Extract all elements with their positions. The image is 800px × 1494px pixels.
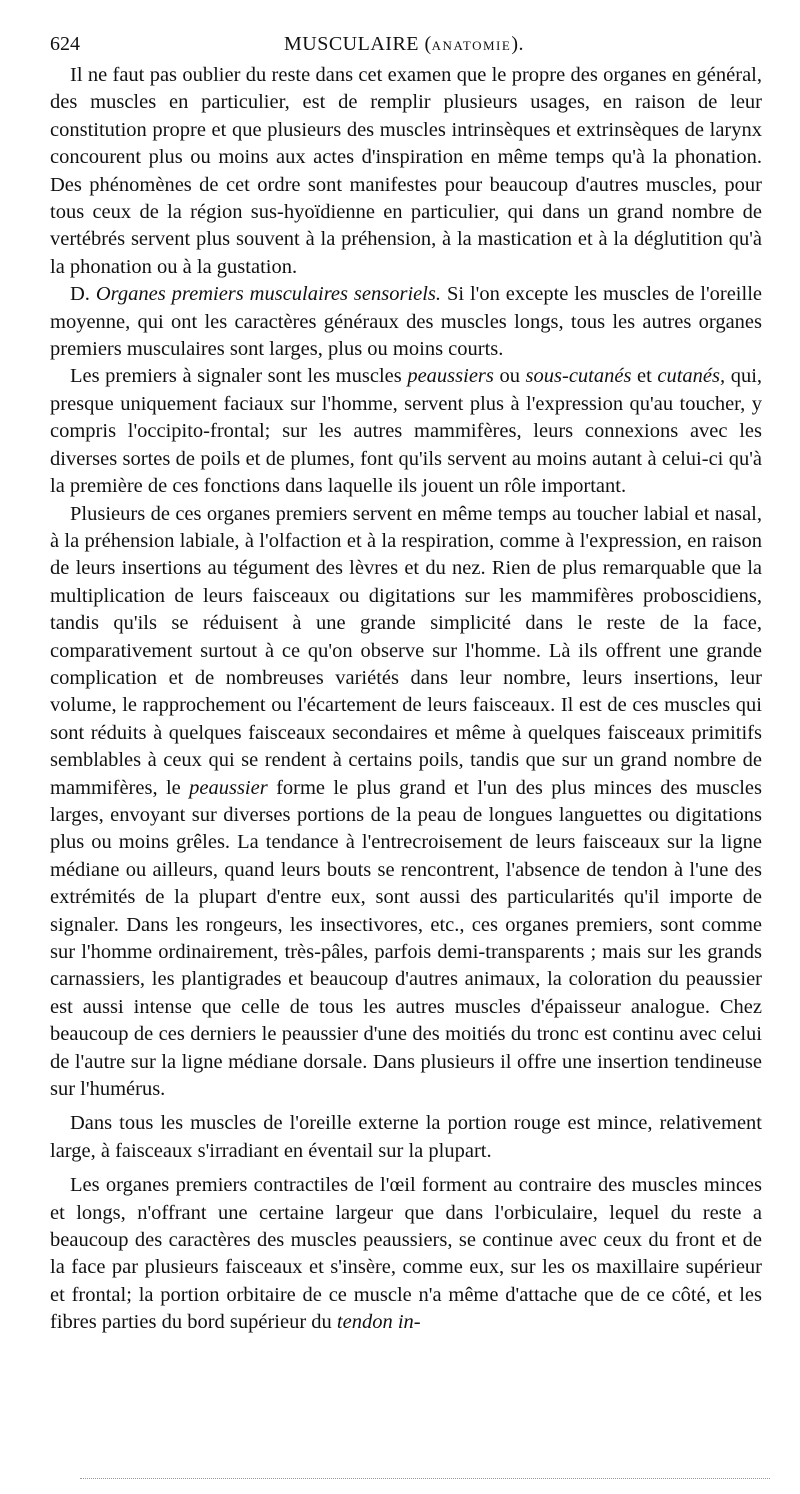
paragraph-larynx — [50, 62, 762, 281]
running-title — [50, 30, 758, 60]
paragraph-text: Les organes premiers contractiles de l'œil forment au contraire des muscles minces et longs, n'offrant une certaine largeur que dans l'orbiculaire, lequel du reste a beaucoup des caractères des muscles peaussiers, se continue avec ceux du front et de la face par plusieurs faisceaux et s'insère, comme eux, sur les os maxillaire supérieur et frontal; la portion orbitaire de ce muscle n'a même d'attache que de ce côté, et les fibres parties du bord supérieur du — [50, 1174, 762, 1334]
paragraph-text: Les premiers à signaler sont les muscles — [70, 365, 402, 388]
page-number: 624 — [50, 33, 80, 55]
italic-term: sous-cutanés — [525, 365, 632, 388]
paragraph-text: et — [637, 365, 652, 388]
italic-term: peaussier — [189, 776, 268, 799]
paragraph-text: forme le plus grand et l'un des plus minces des muscles larges, envoyant sur diverses portions de la peau de longues languettes ou digitations plus ou moins grêles. La tendance à l'entrecroisement de leurs faisceaux sur la ligne médiane ou ailleurs, quand leurs bouts se rencontrent, l'absence de tendon à l'une des extrémités de la plupart d'entre eux, sont aussi des particularités qu'il importe de signaler. Dans les rongeurs, les insectivores, etc., ces organes premiers, sont comme sur l'homme ordinairement, très-pâles, parfois demi-transparents ; mais sur les grands carnassiers, les plantigrades et beaucoup d'autres animaux, la coloration du peaussier est aussi intense que celle de tous les autres muscles d'épaisseur analogue. Chez beaucoup de ces derniers le peaussier d'une des moitiés du tronc est continu avec celui de l'autre sur la ligne médiane dorsale. Dans plusieurs il offre une insertion tendineuse sur l'humérus. — [50, 776, 762, 1101]
running-title-paren-close: ). — [511, 33, 524, 55]
section-heading: Organes premiers musculaires sensoriels. — [95, 283, 442, 306]
running-title-subject: ANATOMIE — [431, 38, 512, 53]
italic-term: cutanés, — [657, 365, 726, 388]
paragraph-text: Il ne faut pas oublier du reste dans cet examen que le propre des organes en général, des muscles en particulier, est de remplir plusieurs usages, en raison de leur constitution propre et que plusieurs des muscles intrinsèques et extrinsèques de larynx concourent plus ou moins aux actes d'inspiration en même temps qu'à la phonation. Des phénomènes de cet ordre sont manifestes pour beaucoup d'autres muscles, pour tous ceux de la région sus-hyoïdienne en particulier, qui dans un grand nombre de vertébrés servent plus souvent à la préhension, à la mastication et à la déglutition qu'à la phonation ou à la gustation. — [50, 64, 762, 278]
running-title-paren-open: ( — [419, 33, 432, 55]
paragraph-text: Si l'on excepte les muscles de l'oreille moyenne, qui ont les caractères généraux des muscles longs, tous les autres organes premiers musculaires sont larges, plus ou moins courts. — [50, 283, 762, 361]
paragraph-text: Plusieurs de ces organes premiers servent en même temps au toucher labial et nasal, à la préhension labiale, à l'olfaction et à la respiration, comme à l'expression, en raison de leurs insertions au tégument des lèvres et du nez. Rien de plus remarquable que la multiplication de leurs faisceaux ou digitations sur les mammifères proboscidiens, tandis qu'ils se réduisent à une grande simplicité dans le reste de la face, comparativement surtout à ce qu'on observe sur l'homme. Là ils offrent une grande complication et de nombreuses variétés dans leur nombre, leurs insertions, leur volume, le rapprochement ou l'écartement de leurs faisceaux. Il est de ces muscles qui sont réduits à quelques faisceaux secondaires et même à quelques faisceaux primitifs semblables à ceux qui se rendent à certains poils, tandis que sur un grand nombre de mammifères, le — [50, 502, 762, 799]
body-text — [50, 62, 762, 1337]
italic-term: peaussiers — [407, 365, 494, 388]
paragraph-peaussiers — [50, 363, 762, 500]
paragraph-text: qui, presque uniquement faciaux sur l'homme, servent plus à l'expression qu'au toucher, y compris l'occipito-frontal; sur les autres mammifères, leurs connexions avec les diverses sortes de poils et de plumes, font qu'ils servent au moins autant à celui-ci qu'à la première de ces fonctions dans laquelle ils jouent un rôle important. — [50, 365, 763, 498]
italic-term: tendon in- — [336, 1311, 421, 1334]
section-label: D. — [70, 283, 90, 306]
paragraph-sensory-organs — [50, 281, 762, 363]
paragraph-eye-muscles — [50, 1172, 762, 1336]
paragraph-text: Dans tous les muscles de l'oreille externe la portion rouge est mince, relativement large, à faisceaux s'irradiant en éventail sur la plupart. — [50, 1112, 762, 1162]
bleed-through-footer — [80, 1478, 770, 1480]
running-head — [50, 30, 758, 58]
paragraph-facial-muscles — [50, 501, 762, 1104]
paragraph-ear-muscles — [50, 1110, 762, 1165]
paragraph-text: ou — [499, 365, 520, 388]
running-title-main: MUSCULAIRE — [283, 33, 419, 55]
